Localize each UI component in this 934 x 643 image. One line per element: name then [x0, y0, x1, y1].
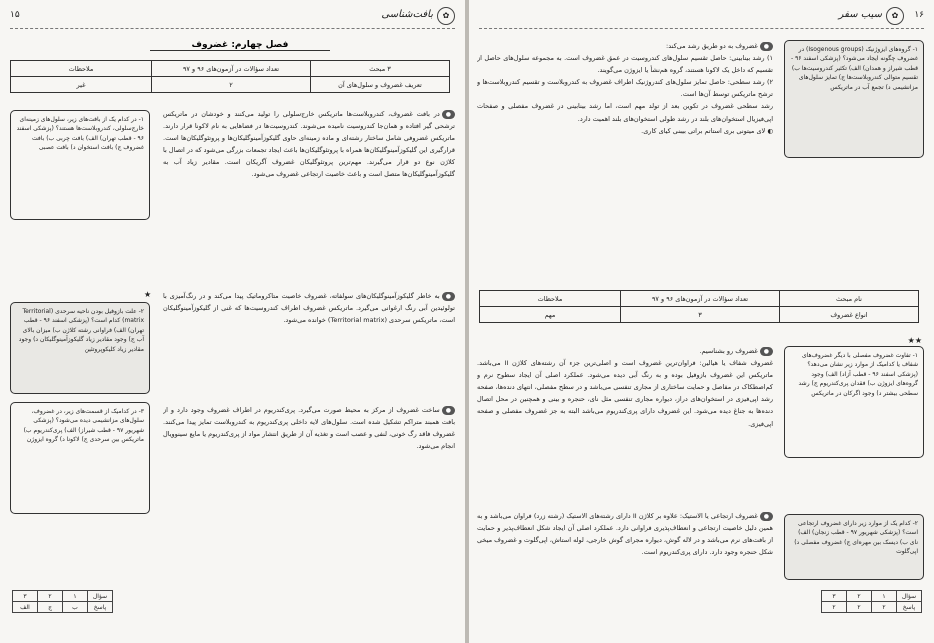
book-logo-icon: ✿: [437, 7, 455, 25]
table-cell: ۳: [13, 591, 38, 602]
left-page: [0, 0, 465, 643]
table-cell: تعریف غضروف و سلول‌های آن: [311, 77, 450, 93]
question-box: ۲- علت بازوفیل بودن ناحیه سرحدی (Territorial matrix) کدام است؟ (پزشکی اسفند ۹۶ - قطب تهران) الف) فراوانی رشته کلاژن ب) میزان بالای آب ج) وجود مقادیر زیاد گلیکوزآمینوگلیکان د) وجود مقادیر زیاد کلیکوپروتئین: [10, 302, 150, 394]
body-paragraph: ●غضروف رو بشناسیم. غضروف شفاف یا هیالین: فراوان‌ترین غضروف است و اصلی‌ترین جزء آن رشته‌های کلاژن II می‌باشد. ماتریکس این غضروف بازوفیل بوده و به رنگ آبی دیده می‌شود. عملکرد اصلی آن ایجاد سطوح نرم و کم‌اصطکاک در مفاصل و حمایت ساختاری از مجاری تنفسی می‌باشد و در سطح مفصلی، انتهای دنده‌ها، صفحه رشد اپی‌فیزی در استخوان‌های دراز، دیواره مجاری تنفسی مثل نای، حنجره و بینی و همچنین در محل اتصال دنده‌ها به جناغ دیده می‌شود. این غضروف دارای پری‌کندریوم می‌باشد البته به جز غضروف مفصلی و صفحه اپی‌فیزی.: [477, 347, 773, 428]
table-row: [822, 591, 922, 602]
right-page: [469, 0, 934, 643]
body-paragraph: ●در بافت غضروف، کندروبلاست‌ها ماتریکس خارج‌سلولی را تولید می‌کنند و خودشان در ماتریکس ترشحی گیر افتاده و همان‌جا کندروسیت نامیده می‌شوند. کندروسیت‌ها در فضاهایی به نام لاکونا قرار دارند. ماتریکس غضروفی شامل ساختار رشته‌ای و ماده زمینه‌ای حاوی گلیکوزآمینوگلیکان‌ها و پروتئوگلیکان‌ها است. قرارگیری این گلیکوزآمینوگلیکان‌ها همراه با پروتئوگلیکان‌ها باعث ایجاد تجمعات بزرگی می‌شود که در اتصال با کلاژن نوع دو قرار می‌گیرند. مهم‌ترین پروتئوگلیکان غضروف آگریکان است. مقادیر زیاد آب به گلیکوزآمینوگلیکان‌ها متصل است و باعث خاصیت ارتجاعی غضروف می‌شود.: [163, 110, 455, 179]
table-cell: الف: [13, 602, 38, 613]
table-header-cell: ملاحظات: [11, 61, 152, 77]
table-cell: سؤال: [88, 591, 113, 602]
book-logo-icon: ✿: [886, 7, 904, 25]
table-cell: ۳: [822, 591, 847, 602]
table-header-cell: ۳ مبحث: [311, 61, 450, 77]
table-row: [822, 602, 922, 613]
table-cell: ۲: [822, 602, 847, 613]
left-page-header: [10, 6, 455, 29]
table-cell: غیر: [11, 77, 152, 93]
star-rating-icon: ★: [144, 290, 152, 299]
chapter-title: فصل چهارم: غضروف: [150, 40, 330, 51]
running-title: سیب سفر: [838, 9, 882, 20]
topic-info-table: [479, 290, 919, 323]
table-header-row: [480, 291, 919, 307]
table-cell: انواع غضروف: [780, 307, 919, 323]
bullet-badge: ●: [442, 292, 455, 301]
table-cell: ب: [63, 602, 88, 613]
table-row: [13, 602, 113, 613]
table-header-cell: تعداد سؤالات در آزمون‌های ۹۶ و ۹۷: [621, 291, 780, 307]
bullet-badge: ●: [442, 406, 455, 415]
bullet-badge: ●: [760, 512, 773, 521]
table-cell: ۱: [872, 591, 897, 602]
table-header-cell: ملاحظات: [480, 291, 621, 307]
answer-key-table: [821, 590, 922, 613]
answer-key-table: [12, 590, 113, 613]
table-row: [480, 307, 919, 323]
question-box: ۲- کدام یک از موارد زیر دارای غضروف ارتجاعی است؟ (پزشکی شهریور ۹۷ - قطب زنجان) الف) نای ب) دیسک بین مهره‌ای ج) غضروف مفصلی د) اپی‌گلوت: [784, 514, 924, 580]
table-cell: ۲: [152, 77, 311, 93]
bullet-badge: ●: [760, 347, 773, 356]
bullet-badge: ●: [760, 42, 773, 51]
table-cell: ۲: [847, 591, 872, 602]
table-cell: ۳: [621, 307, 780, 323]
table-cell: مهم: [480, 307, 621, 323]
table-cell: سؤال: [897, 591, 922, 602]
question-box: ۳- در کدامیک از قسمت‌های زیر، در غضروف، سلول‌های مزانشیمی دیده می‌شود؟ (پزشکی شهریور ۹۷ - قطب شیراز) الف) پری‌کندریوم ب) ماتریکس بین سرحدی ج) لاکونا د) گروه ایزوژن: [10, 402, 150, 514]
running-title: بافت‌شناسی: [381, 9, 433, 20]
body-paragraph: ●غضروف ارتجاعی یا الاستیک: علاوه بر کلاژن II دارای رشته‌های الاستیک (رشته زرد) فراوان می‌باشد و به همین دلیل خاصیت ارتجاعی و انعطاف‌پذیری فراوانی دارد. عملکرد اصلی آن ایجاد شکل انعطاف‌پذیر و حمایت از بافت‌های نرم می‌باشد و در لاله گوش، دیواره مجرای گوش خارجی، لوله استاش، اپی‌گلوت و غضروف میخی شکل حنجره وجود دارد. دارای پری‌کندریوم است.: [477, 512, 773, 557]
table-cell: ۲: [38, 591, 63, 602]
page-number: ۱۶: [914, 10, 924, 20]
table-cell: پاسخ: [897, 602, 922, 613]
question-box: ۱- در کدام یک از بافت‌های زیر، سلول‌های زمینه‌ای خارج‌سلولی، کندروبلاست‌ها هستند؟ (پزشکی اسفند ۹۶ - قطب تهران) الف) بافت چربی ب) بافت غضروف ج) بافت استخوان د) بافت عصبی: [10, 110, 150, 220]
table-header-cell: نام مبحث: [780, 291, 919, 307]
body-paragraph: ●به خاطر گلیکوزآمینوگلیکان‌های سولفاته، غضروف خاصیت متاکروماتیک پیدا می‌کند و در رنگ‌آمیزی با تولوئیدین آبی رنگ ارغوانی می‌گیرد. ماتریکس غضروف اطراف کندروسیت‌ها که غنی از گلیکوزآمینوگلیکان است، ماتریکس سرحدی (Territorial matrix) خوانده می‌شود.: [163, 292, 455, 325]
table-row: [13, 591, 113, 602]
tip-icon: ◐: [767, 126, 773, 135]
table-cell: ج: [38, 602, 63, 613]
table-cell: ۲: [872, 602, 897, 613]
question-box: ۱- تفاوت غضروف مفصلی با دیگر غضروف‌های شفاف یا کدامیک از موارد زیر نشان می‌دهد؟ (پزشکی اسفند ۹۶ - قطب آزاد) الف) وجود گروه‌های ایزوژن ب) فقدان پری‌کندریوم ج) رشد سطحی بیشتر د) وجود اگرکان در ماتریکس: [784, 346, 924, 458]
body-paragraph: ●غضروف به دو طریق رشد می‌کند: ۱) رشد بینابینی: حاصل تقسیم سلول‌های کندروسیت در عمق غضروف است. به مجموعه سلول‌های حاصل از تقسیم که داخل یک لاکونا هستند، گروه هم‌نشأ یا ایزوژن می‌گویند. ۲) رشد سطحی: حاصل تمایز سلول‌های کندروژنیک اطراف غضروف به کندروبلاست و تقسیم کندروبلاست‌ها و ترشح ماتریکس توسط آن‌ها است. رشد سطحی غضروف در تکوین بعد از تولد مهم است، اما رشد بینابینی در غضروف مفصلی و صفحات اپی‌فیزیال استخوان‌های بلند در رشد طولی استخوان‌های بلند اهمیت دارد. ◐ لای میتونی بری استاتم براتی بیبنی کیای کاری.: [477, 42, 773, 135]
topic-info-table: [10, 60, 450, 93]
right-page-header: [479, 6, 924, 29]
table-header-row: [11, 61, 450, 77]
star-rating-icon: ★★: [907, 336, 922, 345]
table-cell: ۱: [63, 591, 88, 602]
table-cell: ۲: [847, 602, 872, 613]
table-header-cell: تعداد سؤالات در آزمون‌های ۹۶ و ۹۷: [152, 61, 311, 77]
page-number: ۱۵: [10, 10, 20, 20]
question-box: ۱- گروه‌های ایزوژنیک (Isogenous groups) در غضروف چگونه ایجاد می‌شود؟ (پزشکی اسفند ۹۶ - قطب شیراز و همدان) الف) تکثیر کندروسیت‌ها ب) تقسیم متوالی کندروبلاست‌ها ج) تمایز سلول‌های مزانشیمی د) تجمع آب در ماتریکس: [784, 40, 924, 158]
bullet-badge: ●: [442, 110, 455, 119]
body-paragraph: ●ساخت غضروف از مرکز به محیط صورت می‌گیرد. پری‌کندریوم در اطراف غضروف وجود دارد و از بافت همبند متراکم تشکیل شده است. سلول‌های لایه داخلی پری‌کندریوم به کندروبلاست تمایز پیدا می‌کنند. غضروف فاقد رگ خونی، لنفی و عصب است و تغذیه آن از طریق انتشار مواد از پری‌کندریوم یا مایع سینوویال انجام می‌شود.: [163, 406, 455, 451]
table-cell: پاسخ: [88, 602, 113, 613]
table-row: [11, 77, 450, 93]
